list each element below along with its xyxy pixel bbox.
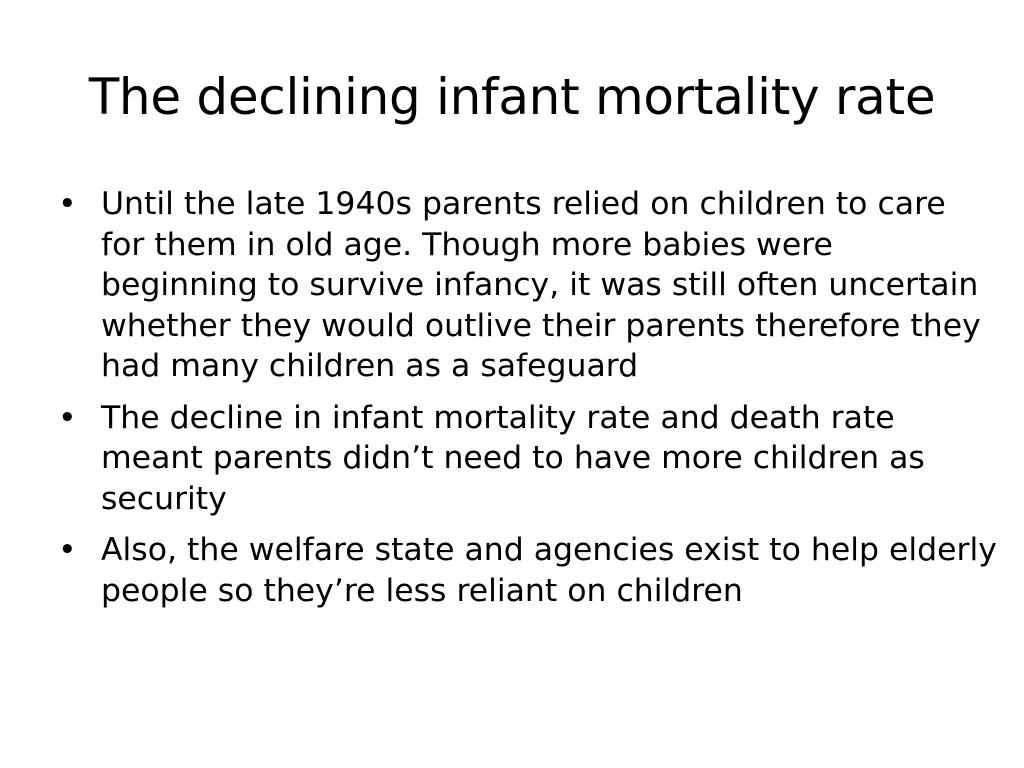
bullet-text: The decline in infant mortality rate and death rate meant parents didn’t need to have more children as security	[101, 399, 925, 517]
slide-title: The declining infant mortality rate	[88, 68, 936, 126]
bullet-item	[58, 184, 998, 387]
bullet-item	[58, 398, 998, 520]
bullet-icon: •	[58, 399, 77, 436]
bullet-icon: •	[58, 186, 77, 222]
bullet-item	[58, 530, 998, 611]
bullet-list	[58, 184, 998, 611]
bullet-text: Until the late 1940s parents relied on children to care for them in old age. Though more babies were beginning to survive infancy, it was still often uncertain whether they would outlive their parents therefore they had many children as a safeguard	[101, 186, 981, 384]
bullet-icon: •	[58, 532, 77, 568]
bullet-text: Also, the welfare state and agencies exist to help elderly people so they’re less reliant on children	[101, 532, 997, 609]
